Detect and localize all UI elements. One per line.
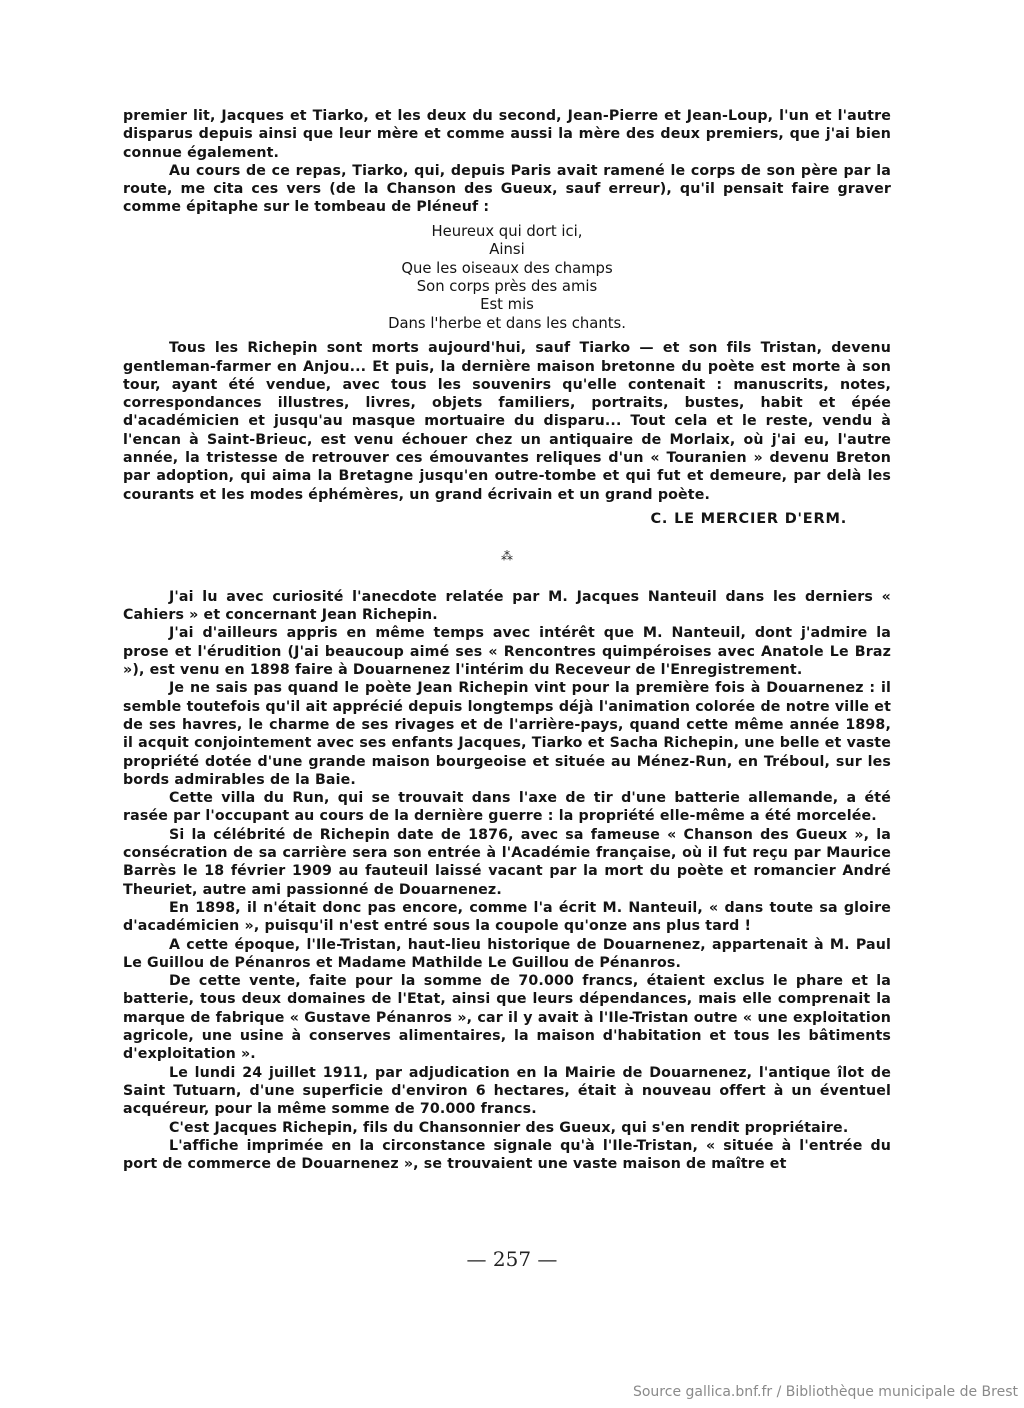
paragraph-9: En 1898, il n'était donc pas encore, comme l'a écrit M. Nanteuil, « dans toute sa gloire d'académicien », puisqu'il n'est entré sous la coupole qu'onze ans plus tard !: [123, 899, 891, 935]
paragraph-13: C'est Jacques Richepin, fils du Chansonnier des Gueux, qui s'en rendit propriétaire.: [169, 1119, 849, 1136]
poem-line: Est mis: [480, 296, 534, 314]
poem-line: Son corps près des amis: [416, 278, 598, 295]
paragraph-6: Je ne sais pas quand le poète Jean Richepin vint pour la première fois à Douarnenez : il semble toutefois qu'il ait apprécié depuis longtemps déjà l'animation colorée de notre ville et de ses havres, le charme de ses rivages et de l'arrière-pays, quand cette même année 1898, il acquit conjointement avec ses enfants Jacques, Tiarko et Sacha Richepin, une belle et vaste propriété dotée d'une grande maison bourgeoise et située au Ménez-Run, en Tréboul, sur les bords admirables de la Baie.: [123, 680, 891, 788]
page-number: — 257 —: [466, 1247, 558, 1271]
paragraph-1: premier lit, Jacques et Tiarko, et les deux du second, Jean-Pierre et Jean-Loup, l'un et l'autre disparus depuis ainsi que leur mère et comme aussi la mère des deux premiers, que j'ai bien connue également.: [123, 108, 891, 161]
section-divider: ⁂: [501, 548, 513, 563]
epitaph-poem: [123, 223, 891, 333]
source-credit: Source gallica.bnf.fr / Bibliothèque municipale de Brest: [632, 1384, 1018, 1400]
paragraph-3: Tous les Richepin sont morts aujourd'hui, sauf Tiarko — et son fils Tristan, devenu gentleman-farmer en Anjou... Et puis, la dernière maison bretonne du poète est morte à son tour, ayant été vendue, avec tous les souvenirs qu'elle contenait : manuscrits, notes, correspondances illustres, livres, objets familiers, portraits, bustes, habit et épée d'académicien et jusqu'au masque mortuaire du disparu... Tout cela et le reste, vendu à l'encan à Saint-Brieuc, est venu échouer chez un antiquaire de Morlaix, où j'ai eu, l'autre année, la tristesse de retrouver ces émouvantes reliques d'un « Touranien » devenu Breton par adoption, qui aima la Bretagne jusqu'en outre-tombe et qui fut et demeure, par delà les courants et les modes éphémères, un grand écrivain et un grand poète.: [123, 340, 891, 503]
paragraph-12: Le lundi 24 juillet 1911, par adjudication en la Mairie de Douarnenez, l'antique îlot de Saint Tutuarn, d'une superficie d'environ 6 hectares, était à nouveau offert à un éventuel acquéreur, pour la même somme de 70.000 francs.: [123, 1064, 891, 1118]
poem-line: Dans l'herbe et dans les chants.: [388, 314, 626, 332]
paragraph-8: Si la célébrité de Richepin date de 1876, avec sa fameuse « Chanson des Gueux », la consécration de sa carrière sera son entrée à l'Académie française, où il fut reçu par Maurice Barrès le 18 février 1909 au fauteuil laissé vacant par la mort du poète et romancier André Theuriet, autre ami passionné de Douarnenez.: [123, 826, 891, 898]
paragraph-2: Au cours de ce repas, Tiarko, qui, depuis Paris avait ramené le corps de son père par la route, me cita ces vers (de la Chanson des Gueux, sauf erreur), qu'il pensait faire graver comme épitaphe sur le tombeau de Pléneuf :: [123, 162, 891, 216]
paragraph-5: J'ai d'ailleurs appris en même temps avec intérêt que M. Nanteuil, dont j'admire la prose et l'érudition (J'ai beaucoup aimé ses « Rencontres quimpéroises avec Anatole Le Braz »), est venu en 1898 faire à Douarnenez l'intérim du Receveur de l'Enregistrement.: [123, 625, 891, 679]
paragraph-7: Cette villa du Run, qui se trouvait dans l'axe de tir d'une batterie allemande, a été rasée par l'occupant au cours de la dernière guerre : la propriété elle-même a été morcelée.: [123, 790, 891, 825]
poem-line: Que les oiseaux des champs: [401, 259, 613, 277]
author-signature: C. LE MERCIER D'ERM.: [650, 510, 847, 527]
paragraph-4: J'ai lu avec curiosité l'anecdote relatée par M. Jacques Nanteuil dans les derniers « Cahiers » et concernant Jean Richepin.: [123, 588, 891, 624]
paragraph-11: De cette vente, faite pour la somme de 70.000 francs, étaient exclus le phare et la batterie, tous deux domaines de l'Etat, ainsi que leurs dépendances, mais elle comprenait la marque de fabrique « Gustave Pénanros », car il y avait à l'Ile-Tristan outre « une exploitation agricole, une usine à conserves alimentaires, la maison d'habitation et tous les bâtiments d'exploitation ».: [123, 973, 891, 1063]
poem-line: Ainsi: [489, 241, 525, 259]
poem-line: Heureux qui dort ici,: [431, 222, 583, 240]
paragraph-14: L'affiche imprimée en la circonstance signale qu'à l'Ile-Tristan, « située à l'entrée du port de commerce de Douarnenez », se trouvaient une vaste maison de maître et: [123, 1137, 891, 1173]
paragraph-10: A cette époque, l'Ile-Tristan, haut-lieu historique de Douarnenez, appartenait à M. Paul Le Guillou de Pénanros et Madame Mathilde Le Guillou de Pénanros.: [123, 936, 891, 971]
article-body: [123, 107, 891, 1173]
